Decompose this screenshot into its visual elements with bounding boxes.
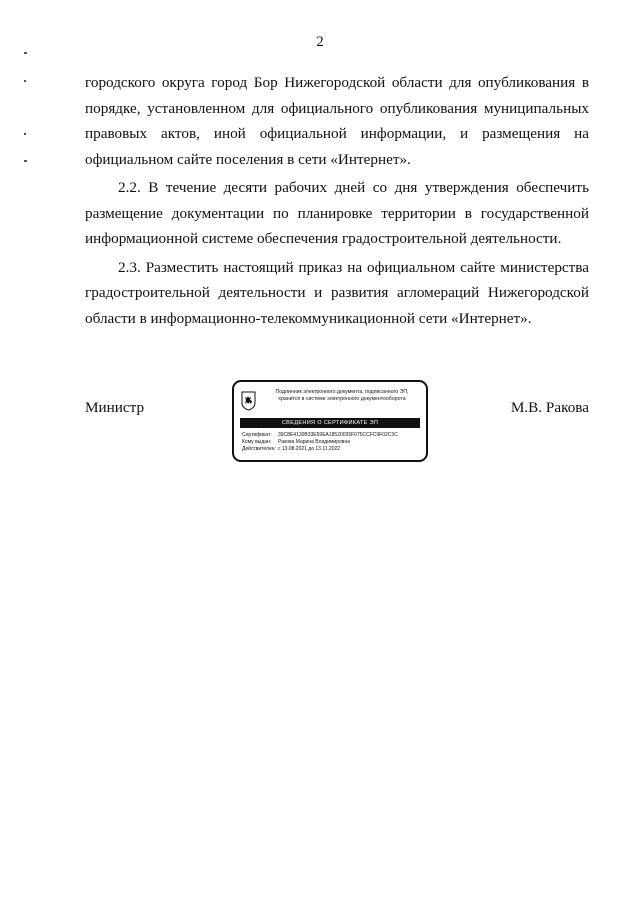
signer-position: Министр xyxy=(85,399,145,416)
scan-mark xyxy=(24,52,27,54)
validity-label: Действителен: xyxy=(242,446,276,452)
stamp-header-line-2: хранится в системе электронного документооборота xyxy=(278,396,406,402)
certificate-value: 39C8E4130B33E59EA18520035F075CCFC9F02C3C xyxy=(278,432,398,438)
signer-name: М.В. Ракова xyxy=(510,399,589,416)
owner-label: Кому выдан: xyxy=(242,439,272,445)
validity-line xyxy=(242,446,422,453)
paragraph-2-3: 2.3. Разместить настоящий приказ на официальном сайте министерства градостроительной деятельности и развития агломераций Нижегородской области в информационно-телекоммуникационной сети «Интернет». xyxy=(85,258,589,327)
certificate-line xyxy=(242,432,422,439)
owner-line xyxy=(242,439,422,446)
scan-mark xyxy=(24,133,26,135)
nizhny-novgorod-deer-emblem-icon xyxy=(241,391,256,411)
stamp-header-line-1: Подлинник электронного документа, подписанного ЭП, xyxy=(275,389,409,395)
page-number: 2 xyxy=(316,34,324,50)
paragraph-2-2: 2.2. В течение десяти рабочих дней со дня утверждения обеспечить размещение документации по планировке территории в государственной информационной системе обеспечения градостроительной деятельности. xyxy=(85,179,589,247)
owner-value: Ракова Марина Владимировна xyxy=(278,439,350,445)
certificate-label: Сертификат: xyxy=(242,432,272,438)
stamp-header xyxy=(259,389,425,403)
stamp-band: СВЕДЕНИЯ О СЕРТИФИКАТЕ ЭП xyxy=(240,418,420,428)
document-body xyxy=(85,70,589,334)
electronic-signature-stamp xyxy=(232,380,428,462)
paragraph-continuation: городского округа город Бор Нижегородской области для опубликования в порядке, установленном для официального опубликования муниципальных правовых актов, иной официальной информации, и размещения на официальном сайте поселения в сети «Интернет». xyxy=(85,74,589,168)
stamp-details xyxy=(242,432,422,453)
scan-mark xyxy=(24,80,26,82)
scan-mark xyxy=(24,160,27,162)
validity-value: с 13.08.2021 до 13.11.2022 xyxy=(278,446,341,452)
